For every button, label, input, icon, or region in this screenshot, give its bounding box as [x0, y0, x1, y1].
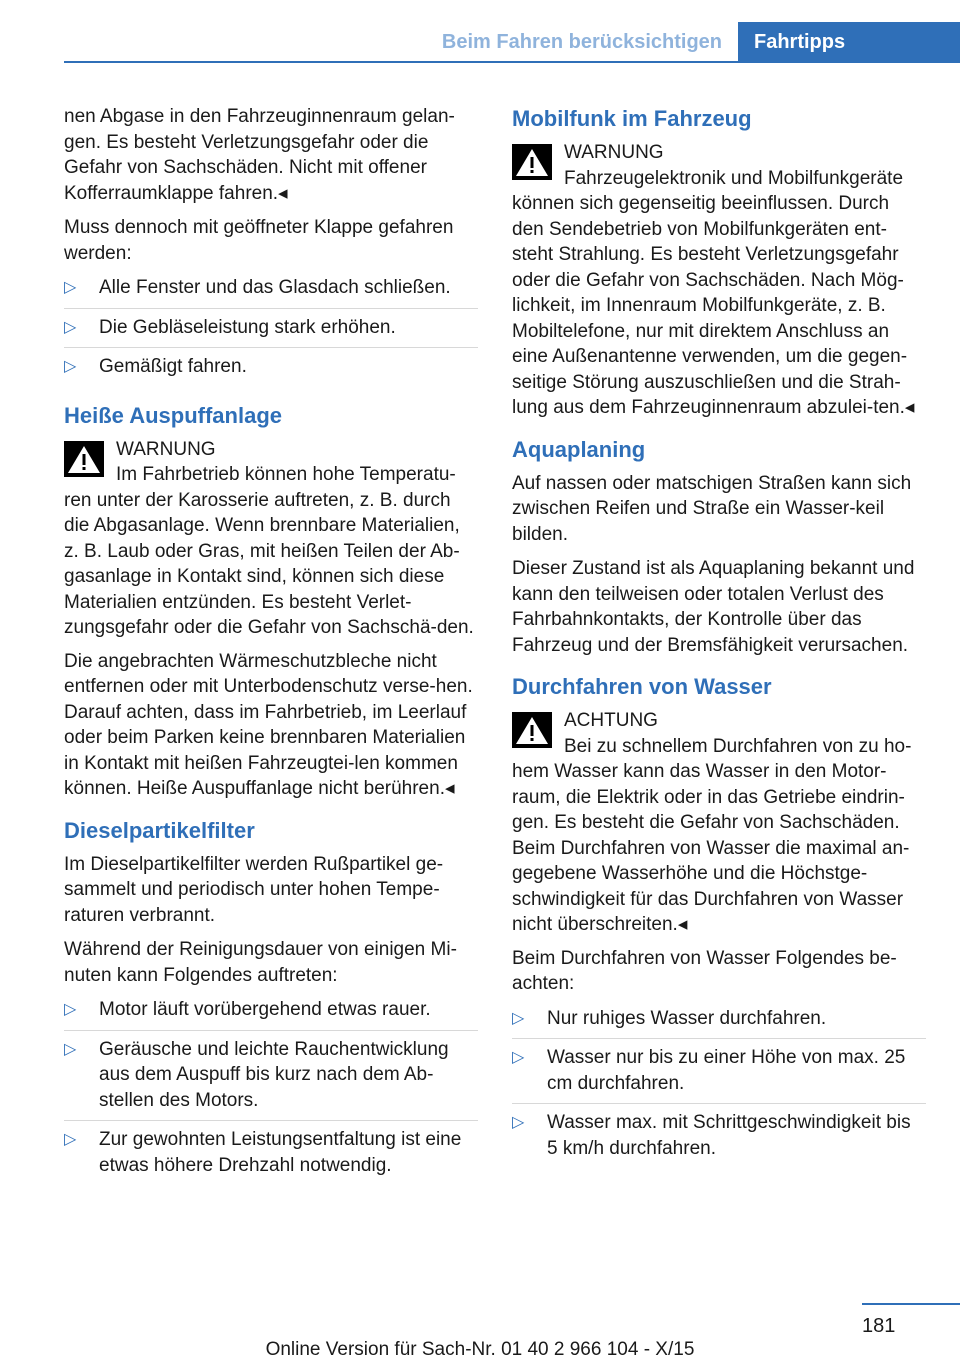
list-item-text: Zur gewohnten Leistungsentfaltung ist eine etwas höhere Drehzahl notwendig. — [99, 1129, 462, 1176]
page-number: 181 — [862, 1315, 896, 1337]
list-item — [64, 315, 478, 349]
section-heading-wasser: Durchfahren von Wasser — [512, 674, 772, 699]
caution-title: ACHTUNG — [564, 710, 658, 731]
list-item — [64, 275, 478, 309]
paragraph: Die angebrachten Wärmeschutzbleche nicht entfernen oder mit Unterbodenschutz verse-hen. Darauf achten, dass im Fahrbetrieb, im Leerlauf oder beim Parken keine brennbaren Materialien in Kontakt mit heißen Fahrzeugtei-len kommen können. Heiße Auspuffanlage nicht berühren.◂ — [64, 650, 473, 799]
paragraph: Dieser Zustand ist als Aquaplaning bekannt und kann den teilweisen oder totalen Verlust des Fahrbahnkontakts, der Kontrolle über das Fahrzeug und der Bremsfähigkeit verursachen. — [512, 558, 915, 656]
right-column — [512, 104, 926, 1178]
warning-triangle-icon — [512, 712, 552, 748]
paragraph: Muss dennoch mit geöffneter Klappe gefahren werden: — [64, 217, 454, 264]
warning-box — [512, 140, 926, 421]
list-item-text: Geräusche und leichte Rauchentwicklung aus dem Auspuff bis kurz nach dem Ab-stellen des Motors. — [99, 1038, 449, 1111]
header-rule — [64, 61, 960, 63]
paragraph: nen Abgase in den Fahrzeuginnenraum gelan-gen. Es besteht Verletzungsgefahr oder die Gefahr von Sachschäden. Nicht mit offener Kofferraumklappe fahren.◂ — [64, 106, 455, 204]
page-header — [0, 22, 960, 62]
header-section-title: Beim Fahren berücksichtigen — [441, 31, 722, 53]
list-item — [64, 997, 478, 1031]
warning-title: WARNUNG — [564, 142, 664, 163]
warning-text: Im Fahrbetrieb können hohe Temperatu-ren unter der Karosserie auftreten, z. B. durch die Abgasanlage. Wenn brennbare Materialien, z. B. Laub oder Gras, mit heißen Teilen der Ab-gasanlage in Kontakt sind, können sich diese Materialien entzünden. Es besteht Verlet-zungsgefahr oder die Gefahr von Sachschä-den. — [64, 464, 474, 638]
caution-text: Bei zu schnellem Durchfahren von zu ho-hem Wasser kann das Wasser in den Motor-raum, die Elektrik oder in das Getriebe eindrin-gen. Es besteht die Gefahr von Sachschäden. Beim Durchfahren von Wasser die maximal an-gegebene Wasserhöhe und die Höchstge-schwindigkeit für das Durchfahren von Wasser nicht überschreiten.◂ — [512, 735, 912, 935]
section-heading-diesel: Dieselpartikelfilter — [64, 817, 255, 843]
list-item-text: Alle Fenster und das Glasdach schließen. — [99, 277, 451, 298]
section-heading-mobilfunk: Mobilfunk im Fahrzeug — [512, 106, 752, 131]
bullet-triangle-icon: ▷ — [64, 1131, 77, 1148]
section-heading-auspuff: Heiße Auspuffanlage — [64, 402, 282, 428]
bullet-triangle-icon: ▷ — [64, 318, 77, 336]
list-item-text: Motor läuft vorübergehend etwas rauer. — [99, 999, 431, 1020]
paragraph: Während der Reinigungsdauer von einigen Mi-nuten kann Folgendes auftreten: — [64, 939, 457, 986]
bullet-triangle-icon: ▷ — [64, 358, 77, 375]
warning-box — [64, 437, 478, 641]
bullet-triangle-icon: ▷ — [64, 279, 77, 296]
paragraph: Im Dieselpartikelfilter werden Rußpartikel ge-sammelt und periodisch unter hohen Tempe-raturen verbrannt. — [64, 853, 444, 926]
list-item — [64, 354, 478, 387]
list-item-text: Gemäßigt fahren. — [99, 356, 247, 377]
bullet-triangle-icon: ▷ — [64, 1001, 77, 1018]
list-item-text: Die Gebläseleistung stark erhöhen. — [99, 316, 396, 338]
warning-title: WARNUNG — [116, 438, 216, 460]
warning-triangle-icon — [512, 144, 552, 180]
warning-triangle-icon — [64, 441, 104, 477]
list-item — [64, 1037, 478, 1122]
list-item — [512, 1006, 926, 1040]
bullet-triangle-icon: ▷ — [512, 1049, 525, 1066]
footer-version-text: Online Version für Sach-Nr. 01 40 2 966 104 - X/15 — [265, 1339, 695, 1360]
list-item-text: Nur ruhiges Wasser durchfahren. — [547, 1007, 827, 1029]
list-item — [512, 1045, 926, 1104]
list-item — [64, 1127, 478, 1185]
header-chapter-tab: Fahrtipps — [738, 22, 960, 62]
bullet-list — [64, 275, 478, 387]
list-item — [512, 1110, 926, 1168]
section-heading-aquaplaning: Aquaplaning — [512, 436, 646, 462]
bullet-list — [64, 997, 478, 1185]
warning-text: Fahrzeugelektronik und Mobilfunkgeräte können sich gegenseitig beeinflussen. Durch den Sendebetrieb von Mobilfunkgeräten ent-steht Strahlung. Es besteht Verletzungsgefahr oder die Gefahr von Sachschäden. Nach Mög-lichkeit, im Innenraum Mobilfunkgeräte, z. B. Mobiltelefone, nur mit direktem Anschluss an eine Außenantenne verwenden, um die gegen-seitige Störung auszuschließen und die Strah-lung aus dem Fahrzeuginnenraum abzulei-ten.◂ — [512, 167, 915, 418]
caution-box — [512, 708, 926, 938]
bullet-triangle-icon: ▷ — [512, 1009, 525, 1027]
left-column — [64, 104, 478, 1195]
paragraph: Beim Durchfahren von Wasser Folgendes be-achten: — [512, 947, 897, 994]
bullet-triangle-icon: ▷ — [64, 1040, 77, 1058]
footer-rule — [862, 1303, 960, 1305]
bullet-triangle-icon: ▷ — [512, 1114, 525, 1131]
bullet-list — [512, 1006, 926, 1169]
paragraph: Auf nassen oder matschigen Straßen kann sich zwischen Reifen und Straße ein Wasser-keil bilden. — [512, 472, 912, 545]
list-item-text: Wasser max. mit Schrittgeschwindigkeit bis 5 km/h durchfahren. — [547, 1112, 911, 1159]
list-item-text: Wasser nur bis zu einer Höhe von max. 25 cm durchfahren. — [547, 1047, 906, 1094]
